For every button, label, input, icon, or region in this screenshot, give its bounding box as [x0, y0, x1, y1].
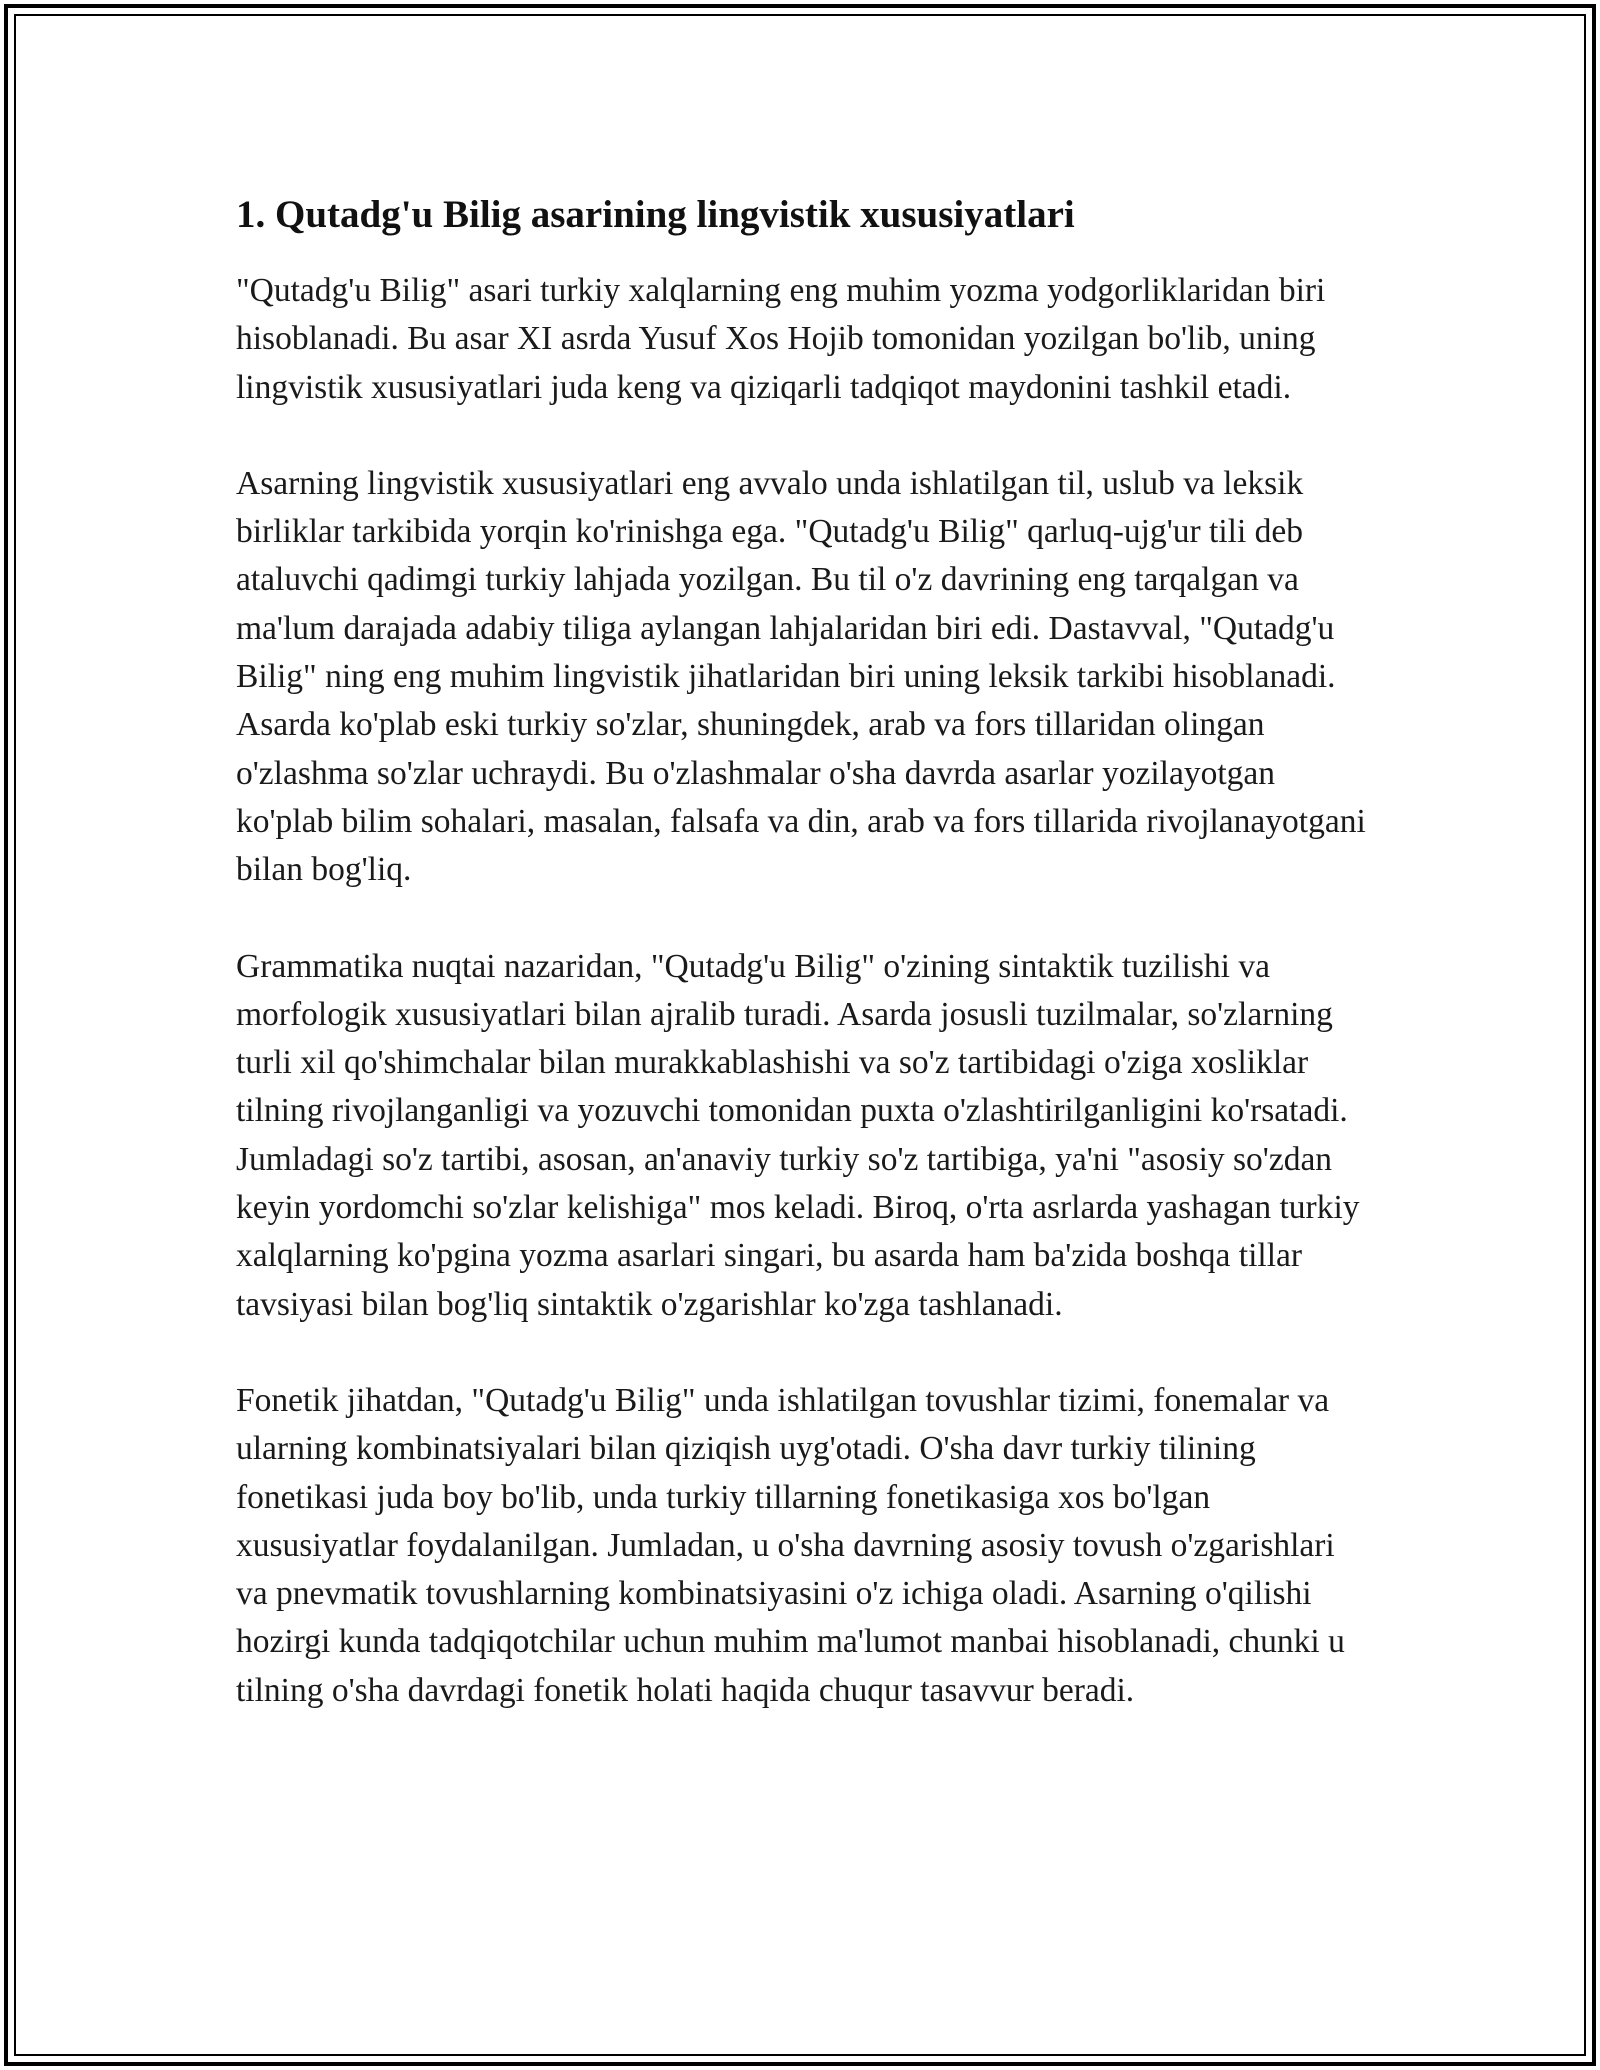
paragraph-grammar: Grammatika nuqtai nazaridan, "Qutadg'u Bilig" o'zining sintaktik tuzilishi va morfologik xususiyatlari bilan ajralib turadi. Asarda josusli tuzilmalar, so'zlarning turli xil qo'shimchalar bilan murakkablashishi va so'z tartibidagi o'ziga xosliklar tilning rivojlanganligi va yozuvchi tomonidan puxta o'zlashtirilganligini ko'rsatadi. Jumladagi so'z tartibi, asosan, an'anaviy turkiy so'z tartibiga, ya'ni "asosiy so'zdan keyin yordomchi so'zlar kelishiga" mos keladi. Biroq, o'rta asrlarda yashagan turkiy xalqlarning ko'pgina yozma asarlari singari, bu asarda ham ba'zida boshqa tillar tavsiyasi bilan bog'liq sintaktik o'zgarishlar ko'zga tashlanadi. [236, 947, 1360, 1323]
paragraph-phonetic: Fonetik jihatdan, "Qutadg'u Bilig" unda ishlatilgan tovushlar tizimi, fonemalar va ularning kombinatsiyalari bilan qiziqish uyg'otadi. O'sha davr turkiy tilining fonetikasi juda boy bo'lib, unda turkiy tillarning fonetikasiga xos bo'lgan xususiyatlar foydalanilgan. Jumladan, u o'sha davrning asosiy tovush o'zgarishlari va pnevmatik tovushlarning kombinatsiyasini o'z ichiga oladi. Asarning o'qilishi hozirgi kunda tadqiqotchilar uchun muhim ma'lumot manbai hisoblanadi, chunki u tilning o'sha davrdagi fonetik holati haqida chuqur tasavvur beradi. [236, 1381, 1345, 1709]
paragraph-intro: "Qutadg'u Bilig" asari turkiy xalqlarning eng muhim yozma yodgorliklaridan biri hisoblanadi. Bu asar XI asrda Yusuf Xos Hojib tomonidan yozilgan bo'lib, uning lingvistik xususiyatlari juda keng va qiziqarli tadqiqot maydonini tashkil etadi. [236, 272, 1326, 406]
document-body [236, 185, 1366, 1763]
paragraph-lexical: Asarning lingvistik xususiyatlari eng avvalo unda ishlatilgan til, uslub va leksik birliklar tarkibida yorqin ko'rinishga ega. "Qutadg'u Bilig" qarluq-ujg'ur tili deb ataluvchi qadimgi turkiy lahjada yozilgan. Bu til o'z davrining eng tarqalgan va ma'lum darajada adabiy tiliga aylangan lahjalaridan biri edi. Dastavval, "Qutadg'u Bilig" ning eng muhim lingvistik jihatlaridan biri uning leksik tarkibi hisoblanadi. Asarda ko'plab eski turkiy so'zlar, shuningdek, arab va fors tillaridan olingan o'zlashma so'zlar uchraydi. Bu o'zlashmalar o'sha davrda asarlar yozilayotgan ko'plab bilim sohalari, masalan, falsafa va din, arab va fors tillarida rivojlanayotgani bilan bog'liq. [236, 464, 1366, 889]
section-heading: 1. Qutadg'u Bilig asarining lingvistik xususiyatlari [236, 193, 1075, 236]
